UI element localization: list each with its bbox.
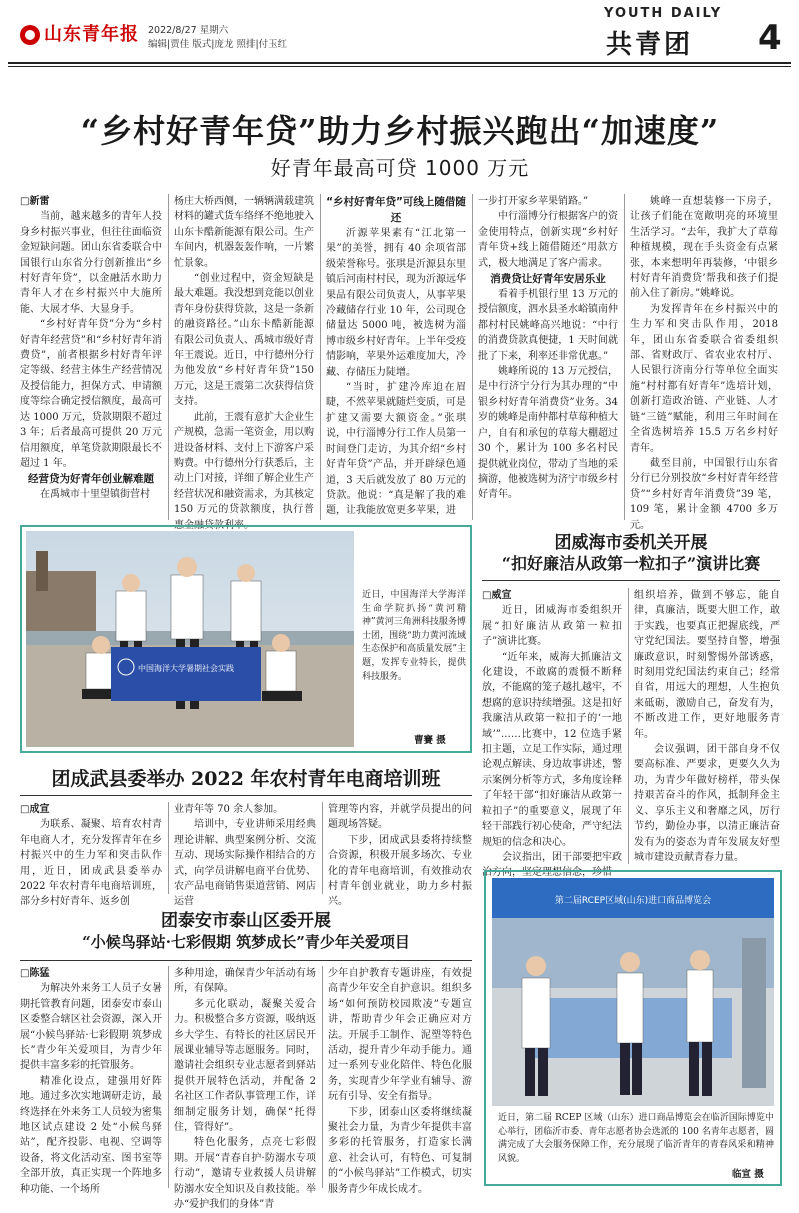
paragraph: 为发挥青年在乡村振兴中的生力军和突击队作用，2018 年，团山东省委联合省委组织部、省财政厅、省农业农村厅、人民银行济南分行等单位全面实施“村村都有好青年”选培计划，创新打造政治链、产业链、人才链“三链”赋能，利用三年时间在全省选树培养 15.5 万名乡村好青年。 [630, 303, 778, 454]
paragraph: 特色化服务，点亮七彩假期。开展“青春自护·防溺水专项行动”，邀请专业救援人员讲解防溺水安全知识及自救技能。举办“爱护我们的身体”青 [174, 1137, 316, 1211]
lead-subhead-1: 经营贷为好青年创业解难题 [28, 473, 154, 486]
photo-1-caption: 近日，中国海洋大学海洋生命学院扒扬“黄河精神”黄河三角洲科技服务博士团，围绕“助力黄河流域生态保护和高质量发展”主题，发挥专业特长，提供科技服务。 [362, 590, 466, 682]
column-divider [168, 194, 169, 520]
paragraph: “乡村好青年贷”分为“乡村好青年经营贷”和“乡村好青年消费贷”，前者根据乡村好青年评定等级、经营主体生产经营情况及授信能力，担保方式、申请额度等综合确定授信额度，最高可达 1000 万元，贷款期限不超过 3 年；后者最高可提供 20 万元信用额度，单笔贷款期限最长不超过 1 年。 [20, 319, 162, 469]
story-rule [20, 795, 472, 796]
banner-text: 中国海洋大学暑期社会实践 [138, 664, 234, 673]
paragraph: 多元化联动，凝聚关爱合力。积极整合多方资源，吸纳返乡大学生、有特长的社区居民开展课业辅导等志愿服务。同时，邀请社会组织专业志愿者到驿站提供开展特色活动，并配备 2 名社区工作者队事管理工作，详细制定服务计划，确保“托得住，管得好”。 [174, 998, 316, 1134]
chengwu-column-2 [174, 802, 316, 908]
paragraph: 姚峰一直想装修一下房子，让孩子们能在宽敞明亮的环境里生活学习。“去年，我扩大了草莓种植规模，现在手头资金有点紧张，本来想明年再装修，‘中银乡村好青年消费贷’帮我和孩子们提前入住了新房。”姚峰说。 [630, 196, 778, 300]
paragraph: “创业过程中，资金短缺是最大难题。我没想到竞能以创业青年身份获得贷款，这是一条新的融资路径。”山东卡酷新能源有限公司负责人、禹城市级好青年王震说。近日，中行德州分行为他发放“乡村好青年贷”150 万元，这是王震第二次获得信贷支持。 [174, 273, 314, 408]
newspaper-logo: 山东青年报 [20, 20, 128, 48]
weihai-headline-1: 团威海市委机关开展 [554, 533, 708, 553]
paragraph: 杨庄大桥西侧，一辆辆满载建筑材料的罐式货车络绎不绝地驶入山东卡酷新能源有限公司。生产车间内，机器轰轰作响，一片繁忙景象。 [174, 196, 314, 269]
paragraph: 为解决外来务工人员子女暑期托管教育问题，团泰安市泰山区委整合辖区社会资源，深入开展“小候鸟驿站·七彩假期 筑梦成长”青少年关爱项目，为青少年提供丰富多彩的托管服务。 [20, 983, 162, 1072]
lead-subhead-3: 消费贷让好青年安居乐业 [490, 273, 606, 286]
column-divider [320, 194, 321, 520]
paragraph: 在禹城市十里望镇街营村 [40, 489, 150, 501]
paragraph: 精准化设点，建强用好阵地。通过多次实地调研走访，最终选择在外来务工人员较为密集地区试点建设 2 处“小候鸟驿站”，配齐投影、电视、空调等设备，将文化活动室、图书室等全部开放，真正实现一个阵地多种功能、一个场所 [20, 1075, 162, 1195]
masthead-rule-thin [8, 66, 791, 67]
youth-daily-label: YOUTH DAILY [604, 6, 723, 21]
weihai-column-1 [482, 588, 622, 879]
weihai-column-2 [634, 588, 780, 866]
paragraph: 截至目前，中国银行山东省分行已分别投放“乡村好青年经营贷”“乡村好青年消费贷”39 笔，109 笔，累计金额 4700 多万元。 [630, 457, 778, 531]
chengwu-column-3 [328, 802, 472, 908]
masthead [0, 0, 799, 62]
taian-headline-2: “小候鸟驿站·七彩假期 筑梦成长”青少年关爱项目 [82, 933, 410, 951]
staff-line: 编辑|贾佳 版式|庞龙 照排|付玉红 [148, 39, 288, 50]
lead-column-5 [630, 194, 778, 531]
students-photo-image [26, 531, 354, 747]
date-line: 2022/8/27 星期六 [148, 25, 229, 36]
lead-column-2 [174, 194, 314, 531]
paragraph: 多种用途，确保青少年活动有场所，有保障。 [174, 968, 316, 995]
paragraph: “近年来，威海大抓廉洁文化建设，不敢腐的震慑不断释放，不能腐的笼子越扎越牢，不想腐的意识持续增强。这是扣好我廉洁从政第一粒扣子的‘一地域’”……比赛中，12 位选手紧扣主题，立足工作实际，通过理论观点解读、身边故事讲述，警示案例分析等方式，多角度诠释了年轻干部“扣好廉洁从政第一粒扣子”的重要意义，展现了年轻干部践行初心使命，严守纪法规矩的信念和决心。 [482, 651, 622, 848]
paragraph: 姚峰所说的 13 万元授信，是中行济宁分行为其办理的“中银乡村好青年消费贷”业务。34 岁的姚峰是南仲都村草莓种植大户，自有和承包的草莓大棚超过 30 个，累计为 100 多名村民提供就业岗位，带动了当地的采摘游，他被选树为济宁市级乡村好青年。 [478, 366, 618, 501]
photo-box-ocean-university [20, 525, 472, 753]
paragraph: 下步，团成武县委将持续整合资源，积极开展多场次、专业化的青年电商培训，有效推动农村青年创业就业，助力乡村振兴。 [328, 834, 472, 908]
paragraph: 会议强调，团干部自身不仅要高标准、严要求，更要久久为功，为青少年做好榜样，带头保持艰苦奋斗的作风，抵制拜金主义、享乐主义和奢靡之风，厉行节约，勤俭办事，以清正廉洁奋发有为的姿态为青年发展友好型城市建设贡献青春力量。 [634, 744, 780, 863]
paragraph: 少年自护教育专题讲座，有效提高青少年安全自护意识。组织多场“如何预防校园欺凌”专题宣讲，帮助青少年会正确应对方法。开展手工制作、泥塑等特色活动，提升青少年动手能力。通过一系列专业化陪伴、特色化服务，实现青少年学业有辅导、游玩有引导、安全有指导。 [328, 968, 472, 1103]
lead-column-1 [20, 194, 162, 524]
taian-column-3 [328, 966, 472, 1195]
photo-1-credit: 曹賽 摄 [414, 735, 446, 746]
masthead-rule [8, 62, 791, 64]
paragraph: 沂源苹果素有“江北第一果”的美誉，拥有 40 余项省部级荣誉称号。张琪是沂源县东里镇后河南村村民，现为沂源远华果品有限公司负责人，从事苹果冷藏储存行业 10 年，公司现仓储量达 5000 吨，被选树为淄博市级乡村好青年。上半年受疫情影响，苹果外运难度加大，冷藏、存储压力陡增。 [326, 228, 466, 378]
chengwu-byline: □成宣 [20, 804, 50, 815]
weihai-byline: □威宣 [482, 590, 512, 601]
sun-logo-icon [20, 25, 40, 45]
chengwu-headline: 团成武县委举办 2022 年农村青年电商培训班 [51, 768, 441, 790]
taian-headline-1: 团泰安市泰山区委开展 [161, 911, 331, 931]
column-divider [168, 802, 169, 894]
lead-column-4 [478, 194, 618, 524]
column-divider [168, 966, 169, 1188]
paragraph: 业青年等 70 余人参加。 [174, 804, 284, 815]
expo-banner-text: 第二届RCEP区域(山东)进口商品博览会 [554, 896, 712, 906]
page-number: 4 [758, 18, 782, 58]
paragraph: “当时，扩建冷库迫在眉睫，不然苹果就随烂变质，可是扩建又需要大额资金。”张琪说，中行淄博分行工作人员第一时间登门走访，为其介绍“乡村好青年贷”产品，并开辟绿色通道，3 天后就发放了 80 万元的贷款。他说：“真是解了我的难题，让我能放宽更多苹果，进 [326, 382, 466, 517]
weihai-headline-2: “扣好廉洁从政第一粒扣子”演讲比赛 [501, 554, 761, 573]
expo-photo-image [492, 878, 774, 1106]
taian-byline: □陈猛 [20, 968, 50, 979]
column-divider [322, 966, 323, 1188]
paragraph: 为联系、凝聚、培育农村青年电商人才，充分发挥青年在乡村振兴中的生力军和突击队作用，近日，团成武县委举办 2022 年农村青年电商培训班，部分乡村好青年、返乡创 [20, 819, 162, 908]
paragraph: 下步，团泰山区委将继续凝聚社会力量，为青少年提供丰富多彩的托管服务，打造家长满意、社会认可，有特色、可复制的“小候鸟驿站”工作模式，切实服务青少年成长成才。 [328, 1106, 472, 1195]
paragraph: 一步打开家乡苹果销路。” [478, 196, 589, 207]
photo-box-rcep-expo [484, 870, 782, 1186]
photo-2-caption: 近日，第二届 RCEP 区域（山东）进口商品博览会在临沂国际博览中心举行，团临沂市委、青年志愿者协会选派的 100 名青年志愿者，圆满完成了大会服务保障工作，充分展现了临沂青年的青春风采和精神风貌。 [498, 1113, 774, 1164]
paragraph: 看着手机银行里 13 万元的授信额度，泗水县圣水峪镇南仲都村村民姚峰高兴地说：“中行的消费贷款真便捷，1 天时间就批了下来，利率还非常优惠。” [478, 289, 618, 362]
column-divider [322, 802, 323, 894]
column-divider [624, 194, 625, 520]
paragraph: 近日，团威海市委组织开展“扣好廉洁从政第一粒扣子”演讲比赛。 [482, 605, 622, 648]
paragraph: 此前，王震有意扩大企业生产规模，急需一笔资金，用以购进设备材料、支付上下游客户采购费。中行德州分行获悉后，主动上门对接，详细了解企业生产经营状况和融资需求，为其核定 150 万元的贷款额度，执行普惠金融贷款利率。 [174, 411, 314, 531]
paragraph: 组织培养，做到不够忘，能自律，真廉洁，既要大胆工作，敢于实践，也要真正把握底线，严守党纪国法。要坚持自警，增强廉政意识，时刻警惕外部诱惑，时刻用党纪国法约束自己；经常自省，用远大的理想，人生抱负来砥砺，激励自己，奋发有为，不断改进工作，更好地服务青年。 [634, 590, 780, 740]
section-name: 共青团 [606, 30, 694, 60]
story-rule [482, 580, 780, 581]
paragraph: 当前，越来越多的青年人投身乡村振兴事业，但往往面临资金短缺问题。团山东省委联合中国银行山东省分行创新推出“乡村好青年贷”，以金融活水助力青年人才在乡村振兴中大施所能、大展才华、大显身手。 [20, 211, 162, 315]
chengwu-column-1 [20, 802, 162, 908]
story-rule [20, 960, 472, 961]
photo-2-credit: 临宣 摄 [732, 1169, 764, 1180]
lead-subhead-2: “乡村好青年贷”可线上随借随还 [326, 196, 466, 224]
expo-photo [492, 878, 774, 1106]
taian-column-1 [20, 966, 162, 1195]
column-divider [628, 588, 629, 864]
paragraph: 培训中，专业讲师采用经典理论讲解、典型案例分析、交流互动、现场实际操作相结合的方式，向学员讲解电商平台优势、农产品电商销售渠道营销、网店运营 [174, 819, 316, 908]
students-photo [26, 531, 354, 747]
lead-byline: □新雷 [20, 196, 50, 207]
lead-column-3 [326, 194, 466, 524]
paragraph: 会议指出，团干部要把牢政治方向，坚定理想信念，珍惜 [482, 851, 622, 879]
column-divider [472, 194, 473, 520]
lead-subheadline: 好青年最高可贷 1000 万元 [270, 156, 530, 180]
paragraph: 中行淄博分行根据客户的资金使用特点，创新实现“乡村好青年贷+线上随借随还”用款方式，极大地满足了客户需求。 [478, 211, 618, 269]
taian-column-2 [174, 966, 316, 1211]
paragraph: 管理等内容，并就学员提出的问题现场答疑。 [328, 804, 472, 831]
lead-headline: “乡村好青年贷”助力乡村振兴跑出“加速度” [80, 112, 720, 150]
